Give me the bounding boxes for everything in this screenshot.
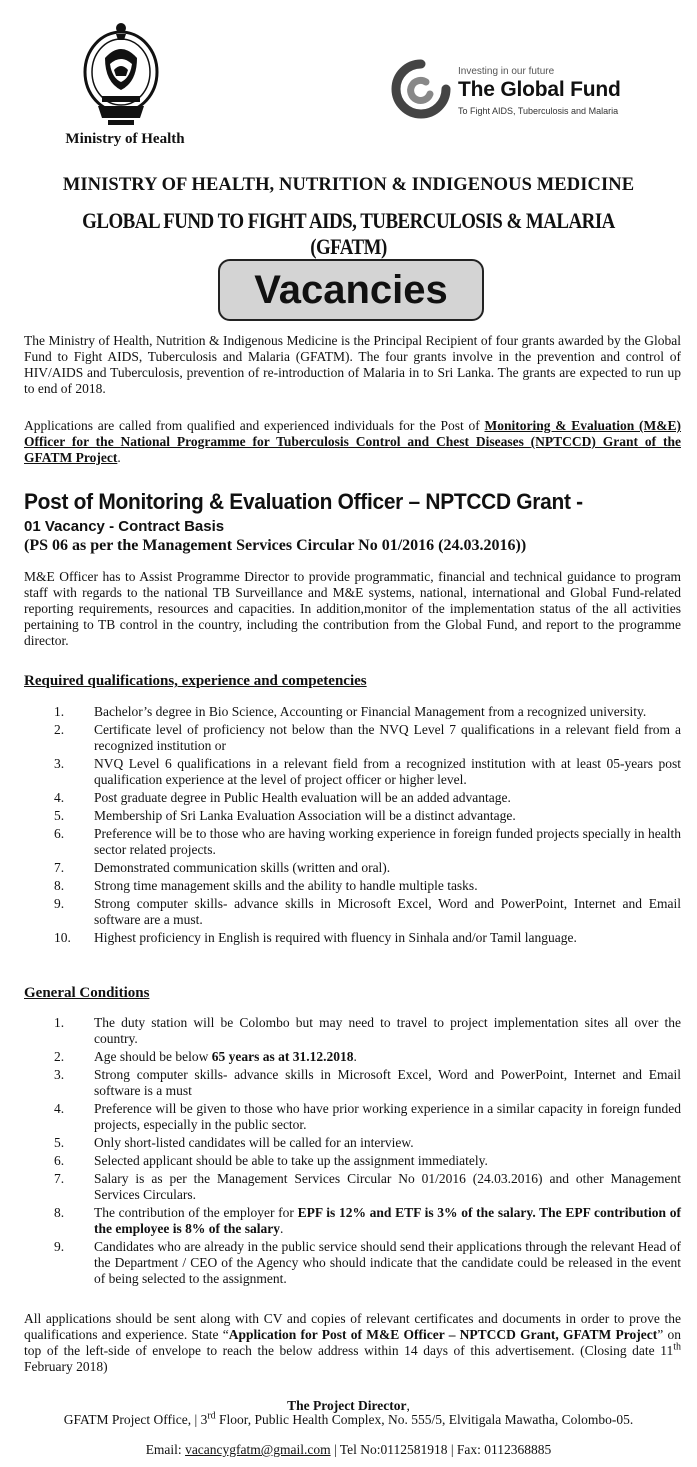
general-conditions-heading: General Conditions <box>24 985 150 1001</box>
job-description: M&E Officer has to Assist Programme Director to provide programmatic, financial and technical guidance to program staff with regards to the national TB Surveillance and M&E systems, national, international and Global Fund-related reporting requirements, resources and capacities. In addition,monitor of the implementation status of the all activities pertaining to TB control in the country, including the contribution from the Global Fund, and report to the programme director. <box>24 569 681 648</box>
list-item <box>24 808 681 824</box>
list-item <box>24 1205 681 1237</box>
requirements-heading: Required qualifications, experience and competencies <box>24 673 367 689</box>
item-number: 10. <box>54 930 71 945</box>
item-text: Candidates who are already in the public service should send their applications through the relevant Head of the Department / CEO of the Agency who should indicate that the candidate could be released in the event of being selected to the assignment. <box>94 1239 681 1286</box>
list-item <box>24 704 681 720</box>
post-vacancy-count: 01 Vacancy - Contract Basis <box>24 518 225 535</box>
item-number: 4. <box>54 1101 65 1116</box>
item-text-part: . <box>279 1221 284 1236</box>
item-text: The duty station will be Colombo but may need to travel to project implementation sites all over the country. <box>94 1015 681 1046</box>
item-text-part: Age should be below <box>94 1049 212 1064</box>
item-number: 9. <box>54 896 65 911</box>
postal-address <box>0 1412 697 1428</box>
recipient-comma: , <box>406 1398 410 1413</box>
apply-suffix: . <box>117 450 121 465</box>
item-number: 3. <box>54 756 65 771</box>
contact-line <box>0 1442 697 1458</box>
item-number: 6. <box>54 826 65 841</box>
list-item <box>24 1015 681 1047</box>
list-item <box>24 722 681 754</box>
global-fund-logo-icon <box>390 58 452 120</box>
closing-date-suffix: th <box>673 1341 681 1353</box>
item-number: 3. <box>54 1067 65 1082</box>
list-item <box>24 1101 681 1133</box>
list-item <box>24 1239 681 1287</box>
item-number: 1. <box>54 1015 65 1030</box>
item-number: 9. <box>54 1239 65 1254</box>
item-text: Certificate level of proficiency not below than the NVQ Level 7 qualifications in a relevant field from a recognized institution or <box>94 722 681 753</box>
recipient-title: The Project Director <box>287 1398 407 1413</box>
requirements-list <box>24 704 681 948</box>
project-title: GLOBAL FUND TO FIGHT AIDS, TUBERCULOSIS & MALARIA (GFATM) <box>82 208 615 259</box>
age-limit: 65 years as at 31.12.2018 <box>211 1049 354 1064</box>
list-item <box>24 930 681 946</box>
item-text: Salary is as per the Management Services Circular No 01/2016 (24.03.2016) and other Management Services Circulars. <box>94 1171 681 1202</box>
phone-fax: | Tel No:0112581918 | Fax: 0112368885 <box>330 1442 552 1457</box>
item-text: Preference will be to those who are having working experience in foreign funded projects specially in health sector related projects. <box>94 826 681 857</box>
list-item <box>24 1067 681 1099</box>
item-text: Strong computer skills- advance skills in Microsoft Excel, Word and PowerPoint, Internet and Email software are a must. <box>94 896 681 927</box>
list-item <box>24 1135 681 1151</box>
item-number: 1. <box>54 704 65 719</box>
item-text: Preference will be given to those who have prior working experience in a similar capacity in foreign funded projects, especially in the public sector. <box>94 1101 681 1132</box>
item-text: Membership of Sri Lanka Evaluation Association will be a distinct advantage. <box>94 808 516 823</box>
email-label: Email: <box>145 1442 186 1457</box>
item-number: 7. <box>54 860 65 875</box>
item-number: 5. <box>54 1135 65 1150</box>
item-number: 5. <box>54 808 65 823</box>
item-text: Strong time management skills and the ability to handle multiple tasks. <box>94 878 478 893</box>
list-item <box>24 826 681 858</box>
item-text: Highest proficiency in English is required with fluency in Sinhala and/or Tamil language. <box>94 930 577 945</box>
item-text: Post graduate degree in Public Health evaluation will be an added advantage. <box>94 790 511 805</box>
list-item <box>24 1171 681 1203</box>
envelope-label: Application for Post of M&E Officer – NPTCCD Grant, GFATM Project <box>228 1327 658 1342</box>
item-text: NVQ Level 6 qualifications in a relevant field from a recognized institution with at least 05-years post qualification experience at the level of project officer or higher level. <box>94 756 681 787</box>
list-item <box>24 790 681 806</box>
item-number: 7. <box>54 1171 65 1186</box>
item-text: Bachelor’s degree in Bio Science, Accounting or Financial Management from a recognized university. <box>94 704 647 719</box>
item-number: 4. <box>54 790 65 805</box>
closing-paragraph <box>24 1311 681 1375</box>
ministry-title: MINISTRY OF HEALTH, NUTRITION & INDIGENOUS MEDICINE <box>62 175 635 195</box>
ministry-of-health-label: Ministry of Health <box>65 131 185 147</box>
list-item <box>24 896 681 928</box>
item-text-part: . <box>353 1049 357 1064</box>
item-number: 8. <box>54 878 65 893</box>
address-part: GFATM Project Office, | 3 <box>63 1412 208 1427</box>
global-fund-name: The Global Fund <box>458 78 621 101</box>
item-text: Selected applicant should be able to take up the assignment immediately. <box>94 1153 488 1168</box>
item-text <box>94 1205 681 1237</box>
list-item <box>24 756 681 788</box>
item-text: Strong computer skills- advance skills in Microsoft Excel, Word and PowerPoint, Internet and Email software is a must <box>94 1067 681 1098</box>
closing-text: All applications should be sent along with CV and copies of relevant certificates and documents in order to prove the qualifications and experience. State “ <box>24 1311 681 1342</box>
epf-etf-details: EPF is 12% and ETF is 3% of the salary. The EPF contribution of the employee is 8% of the salary <box>94 1205 681 1236</box>
post-title: Post of Monitoring & Evaluation Officer – NPTCCD Grant - <box>24 489 583 514</box>
item-number: 2. <box>54 722 65 737</box>
list-item <box>24 1049 681 1065</box>
list-item <box>24 860 681 876</box>
apply-post-name: Monitoring & Evaluation (M&E) Officer for the National Programme for Tuberculosis Control and Chest Diseases (NPTCCD) Grant of the GFATM Project <box>24 418 682 465</box>
post-salary-scale: (PS 06 as per the Management Services Circular No 01/2016 (24.03.2016)) <box>24 537 527 554</box>
email-link[interactable]: vacancygfatm@gmail.com <box>185 1442 331 1457</box>
intro-paragraph: The Ministry of Health, Nutrition & Indigenous Medicine is the Principal Recipient of four grants awarded by the Global Fund to Fight AIDS, Tuberculosis and Malaria (GFATM). The four grants involve in the prevention and control of HIV/AIDS and Tuberculosis, prevention of re-introduction of Malaria in to Sri Lanka. The grants are expected to run up to end of 2018. <box>24 333 681 396</box>
apply-prefix: Applications are called from qualified and experienced individuals for the Post of <box>24 418 485 433</box>
global-fund-tagline: Investing in our future <box>458 66 555 77</box>
item-number: 6. <box>54 1153 65 1168</box>
vacancies-banner: Vacancies <box>218 259 484 321</box>
item-text <box>94 1049 681 1065</box>
global-fund-subtitle: To Fight AIDS, Tuberculosis and Malaria <box>458 106 619 116</box>
conditions-list <box>24 1015 681 1289</box>
list-item <box>24 878 681 894</box>
item-text-part: The contribution of the employer for <box>94 1205 298 1220</box>
floor-suffix: rd <box>207 1410 216 1422</box>
item-text: Demonstrated communication skills (written and oral). <box>94 860 391 875</box>
list-item <box>24 1153 681 1169</box>
closing-text: ” on top of the left-side of envelope to reach the below address within 14 days of this advertisement. (Closing date 11 <box>24 1327 681 1358</box>
item-text: Only short-listed candidates will be called for an interview. <box>94 1135 414 1150</box>
item-number: 2. <box>54 1049 65 1064</box>
item-number: 8. <box>54 1205 65 1220</box>
address-part: Floor, Public Health Complex, No. 555/5, Elvitigala Mawatha, Colombo-05. <box>215 1412 634 1427</box>
closing-date: February 2018) <box>24 1359 108 1374</box>
sri-lanka-emblem-icon <box>80 20 162 128</box>
application-paragraph <box>24 418 681 466</box>
